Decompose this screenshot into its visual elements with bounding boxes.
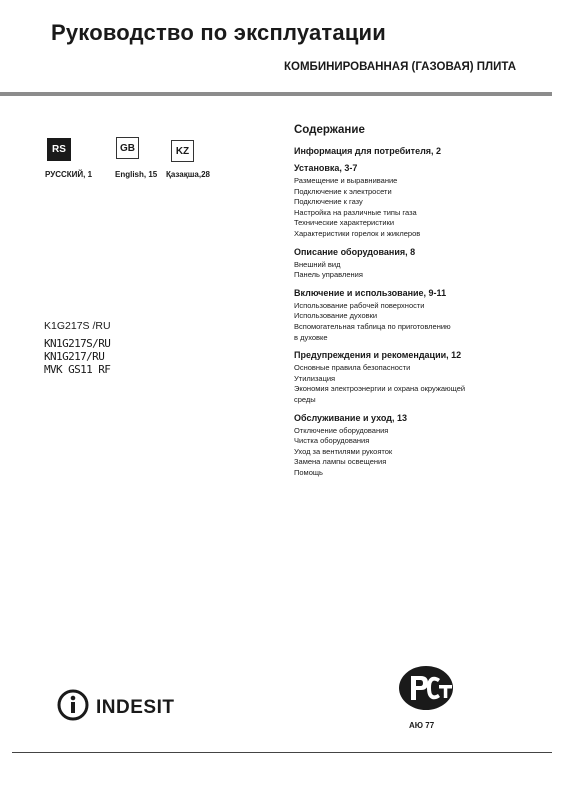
page-subtitle: КОМБИНИРОВАННАЯ (ГАЗОВАЯ) ПЛИТА bbox=[284, 61, 516, 73]
model-name: KN1G217S/RU bbox=[44, 337, 111, 350]
toc-section bbox=[294, 288, 524, 343]
toc-item: среды bbox=[294, 394, 316, 404]
toc-section bbox=[294, 247, 524, 281]
toc-item: Внешний вид bbox=[294, 259, 341, 269]
toc-item: Помощь bbox=[294, 467, 323, 477]
toc-item: Характеристики горелок и жиклеров bbox=[294, 228, 421, 238]
model-list bbox=[44, 320, 111, 376]
toc-section-title: Описание оборудования, 8 bbox=[294, 246, 416, 257]
toc-item: Технические характеристики bbox=[294, 218, 395, 228]
toc-section bbox=[294, 163, 524, 240]
toc-item: Основные правила безопасности bbox=[294, 363, 411, 373]
toc-item: Замена лампы освещения bbox=[294, 457, 387, 467]
footer-rule bbox=[12, 752, 552, 753]
model-name: MVK GS11 RF bbox=[44, 363, 111, 376]
toc-section-title: Установка, 3-7 bbox=[294, 163, 358, 173]
toc-section-title: Включение и использование, 9-11 bbox=[294, 287, 447, 298]
page-title: Руководство по эксплуатации bbox=[51, 20, 387, 45]
table-of-contents bbox=[294, 124, 524, 485]
certification-label: АЮ 77 bbox=[409, 721, 435, 730]
toc-item: Уход за вентилями рукояток bbox=[294, 446, 393, 456]
toc-section bbox=[294, 146, 524, 156]
toc-section bbox=[294, 413, 524, 479]
toc-item: Подключение к электросети bbox=[294, 186, 392, 196]
toc-item: Экономия электроэнергии и охрана окружающей bbox=[294, 384, 466, 394]
toc-item: Подключение к газу bbox=[294, 197, 363, 207]
toc-item: Вспомогательная таблица по приготовлению bbox=[294, 321, 451, 331]
rst-certification-mark bbox=[397, 664, 455, 717]
language-label-rs: РУССКИЙ, 1 bbox=[45, 170, 93, 179]
header-rule bbox=[0, 92, 552, 96]
toc-item: Размещение и выравнивание bbox=[294, 176, 398, 185]
toc-section-title: Предупреждения и рекомендации, 12 bbox=[294, 350, 462, 361]
toc-section-title: Обслуживание и уход, 13 bbox=[294, 412, 408, 423]
brand-logo-text: INDESIT bbox=[96, 696, 175, 718]
toc-item: Утилизация bbox=[294, 373, 336, 383]
toc-section bbox=[294, 350, 524, 405]
language-label-gb: English, 15 bbox=[115, 170, 158, 179]
model-name: K1G217S /RU bbox=[44, 320, 111, 332]
language-box-rs: RS bbox=[47, 138, 71, 161]
toc-item: в духовке bbox=[294, 332, 328, 342]
toc-item: Чистка оборудования bbox=[294, 436, 370, 446]
toc-item: Отключение оборудования bbox=[294, 425, 389, 435]
toc-section-title: Информация для потребителя, 2 bbox=[294, 146, 442, 156]
language-box-kz: KZ bbox=[171, 140, 194, 162]
toc-heading: Содержание bbox=[294, 124, 365, 136]
toc-item: Панель управления bbox=[294, 270, 363, 280]
language-box-gb: GB bbox=[116, 137, 139, 159]
model-name: KN1G217/RU bbox=[44, 350, 105, 363]
toc-item: Использование духовки bbox=[294, 311, 378, 321]
toc-item: Настройка на различные типы газа bbox=[294, 207, 417, 217]
toc-item: Использование рабочей поверхности bbox=[294, 300, 425, 310]
indesit-logo-icon bbox=[56, 688, 90, 727]
language-label-kz: Қазақша,28 bbox=[166, 170, 210, 179]
brand-logo bbox=[56, 688, 174, 727]
